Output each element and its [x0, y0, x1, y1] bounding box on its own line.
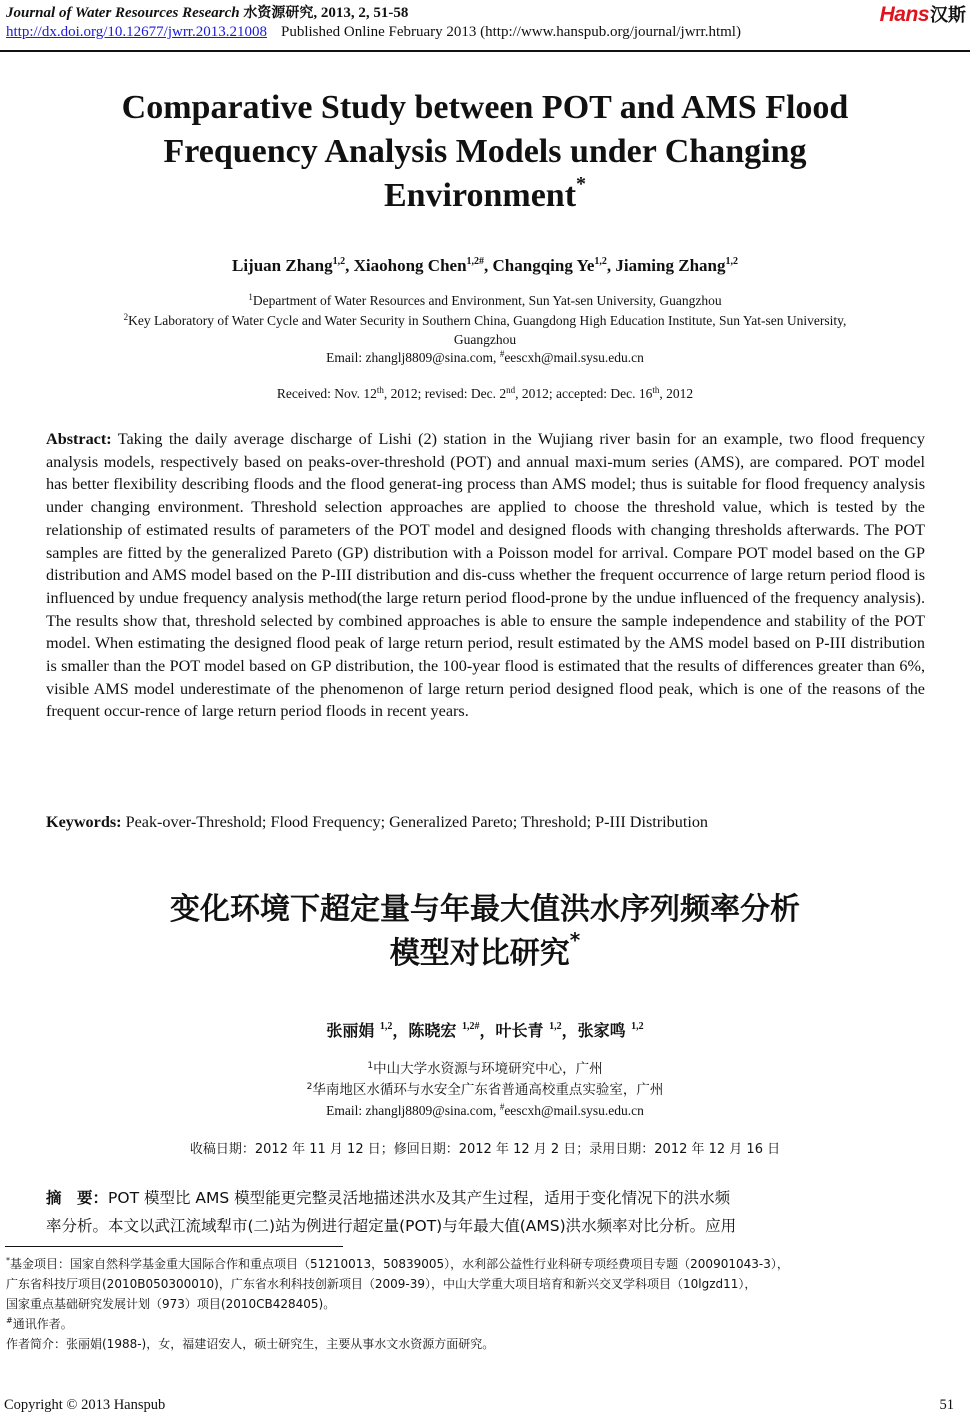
footnote-author-bio	[6, 1334, 966, 1354]
email-primary: Email: zhanglj8809@sina.com,	[326, 1103, 500, 1118]
author-separator: ,	[484, 256, 493, 275]
received-dates-cn: 收稿日期：2012 年 11 月 12 日；修回日期：2012 年 12 月 2 日；录用日期：2012 年 12 月 16 日	[189, 1142, 781, 1157]
copyright-notice: Copyright © 2013 Hanspub	[4, 1397, 166, 1413]
ordinal-suffix: th	[376, 385, 384, 395]
author-affil-mark: 1,2	[379, 1021, 393, 1032]
paper-title-cn-line2	[40, 928, 930, 972]
email-corresponding: eescxh@mail.sysu.edu.cn	[504, 1103, 644, 1118]
email-corresponding: eescxh@mail.sysu.edu.cn	[504, 350, 644, 365]
author-separator: ,	[606, 256, 616, 275]
keywords-label: Keywords:	[46, 813, 122, 831]
abstract-cn-line	[46, 1184, 926, 1212]
affiliation-mark: 2	[306, 1082, 313, 1092]
author	[354, 256, 493, 275]
author-name: 张家鸣	[577, 1021, 632, 1040]
author-separator: ，	[561, 1021, 578, 1040]
abstract-text: Taking the daily average discharge of Lishi (2) station in the Wujiang river basin for an example, two flood frequency analysis models, respectively based on peaks-over-threshold (POT) and annual maxi-mum series (AMS), are compared. POT model has better flexibility describing floods and the flood generat-ing process than AMS model; thus is suitable for flood frequency analysis under changing environment. Threshold selection approaches are applied to choose the threshold value, which is tested by the relationship of estimated results of parameters of the POT model and designed floods with changing thresholds afterwards. The POT samples are fitted by the generalized Pareto (GP) distribution with a Poisson model for arrival. Compare POT model based on the GP distribution and AMS model based on the P-III distribution and dis-cuss whether the frequent occurrence of large return period flood is influenced by undue frequency analysis method(the large return period flood-prone by the undue influenced of the frequency analysis). The results show that, threshold selected by combined approaches is able to ensure the sample independence and stability of the POT model. When estimating the designed flood peak of large return period, result estimated by the AMS model based on P-III distribution is smaller than the POT model based on GP distribution, the 100-year flood is estimated that the results of differences greater than 6%, visible AMS model underestimate of the phenomenon of large return period designed flood peak, which is one of the reasons of the frequent occur-rence of large return period floods in recent years.	[46, 430, 925, 721]
author-affil-mark: 1,2	[594, 256, 607, 267]
ordinal-suffix: th	[652, 385, 660, 395]
author-name: Changqing Ye	[492, 256, 595, 275]
journal-header	[6, 2, 408, 22]
affiliation-text: 中山大学水资源与环境研究中心，广州	[373, 1061, 603, 1077]
author-affil-mark: 1,2	[725, 256, 738, 267]
contact-email-cn	[20, 1101, 950, 1120]
affiliation-cn-1	[20, 1060, 950, 1079]
author-name: 张丽娟	[326, 1021, 380, 1040]
author	[493, 256, 616, 275]
page-number: 51	[939, 1397, 954, 1413]
received-dates	[20, 385, 950, 403]
affiliation-text: 华南地区水循环与水安全广东省普通高校重点实验室，广州	[312, 1082, 664, 1098]
logo-text: Hans	[879, 3, 929, 26]
footnote-funding-cont	[6, 1274, 966, 1294]
paper-title	[60, 86, 910, 218]
author-affil-mark: 1,2#	[466, 256, 485, 267]
footnote-mark: #	[6, 1316, 13, 1325]
author-name: Jiaming Zhang	[615, 256, 726, 275]
affiliation-2-continued: Guangzhou	[453, 332, 517, 347]
contact-email	[20, 349, 950, 367]
affiliation-2	[20, 312, 950, 330]
title-footnote-mark: *	[569, 928, 581, 952]
footnote-text: 广东省科技厅项目(2010B050300010)，广东省水利科技创新项目（2009-39），中山大学重大项目培育和新兴交叉学科项目（10lgzd11），	[6, 1277, 757, 1291]
footnote-funding	[6, 1254, 966, 1274]
affiliation-mark: 1	[367, 1061, 374, 1071]
affiliation-1	[20, 292, 950, 310]
author-list	[0, 256, 970, 276]
keywords	[46, 813, 925, 832]
logo-text-cn: 汉斯	[930, 5, 966, 26]
affiliation-cn-2	[20, 1081, 950, 1100]
author-separator: ，	[479, 1021, 496, 1040]
author-affil-mark: 1,2	[631, 1021, 644, 1032]
hanspub-logo	[880, 1, 966, 27]
journal-name: Journal of Water Resources Research	[6, 5, 240, 21]
author-list-cn	[0, 1018, 970, 1041]
affiliation-mark: 2	[123, 312, 129, 322]
author-name: Xiaohong Chen	[353, 256, 467, 275]
author-name: 叶长青	[495, 1021, 550, 1040]
author	[326, 1021, 408, 1040]
author-separator: ,	[345, 256, 354, 275]
header-divider	[0, 50, 970, 52]
published-online-text: Published Online February 2013 (http://www.hanspub.org/journal/jwrr.html)	[280, 24, 741, 40]
author-affil-mark: 1,2	[549, 1021, 562, 1032]
abstract	[46, 428, 925, 723]
footnote-funding-cont	[6, 1294, 966, 1314]
affiliation-text: Key Laboratory of Water Cycle and Water Security in Southern China, Guangdong High Education Institute, Sun Yat-sen University,	[128, 313, 847, 328]
accepted-year: , 2012	[659, 386, 694, 401]
abstract-cn	[46, 1184, 926, 1240]
author-affil-mark: 1,2	[332, 256, 346, 267]
doi-link[interactable]: http://dx.doi.org/10.12677/jwrr.2013.21008	[6, 24, 267, 40]
email-primary: Email: zhanglj8809@sina.com,	[326, 350, 500, 365]
author	[232, 256, 354, 275]
abstract-cn-line: 率分析。本文以武江流域犁市(二)站为例进行超定量(POT)与年最大值(AMS)洪水频率对比分析。应用	[46, 1217, 737, 1235]
title-footnote-mark: *	[576, 173, 587, 195]
corresponding-mark: #	[499, 349, 505, 359]
footnote-corresponding	[6, 1314, 966, 1334]
footnote-text: 国家重点基础研究发展计划（973）项目(2010CB428405)。	[6, 1297, 336, 1311]
author	[578, 1021, 644, 1040]
keywords-text: Peak-over-Threshold; Flood Frequency; Generalized Pareto; Threshold; P-III Distribution	[121, 813, 709, 831]
corresponding-mark: #	[499, 1102, 505, 1112]
footnote-text: 作者简介：张丽娟(1988-)，女，福建诏安人，硕士研究生，主要从事水文水资源方面研究。	[6, 1337, 495, 1351]
paper-title-text: Comparative Study between POT and AMS Flood Frequency Analysis Models under Changing Environment	[121, 89, 849, 214]
revised-date: , 2012; revised: Dec. 2	[383, 386, 507, 401]
affiliation-text: Department of Water Resources and Environment, Sun Yat-sen University, Guangzhou	[252, 293, 722, 308]
ordinal-suffix: nd	[506, 385, 516, 395]
author-separator: ，	[392, 1021, 409, 1040]
abstract-label: Abstract:	[46, 430, 112, 448]
abstract-cn-label: 摘 要：	[46, 1189, 109, 1207]
journal-volume: , 2013, 2, 51-58	[313, 5, 409, 21]
footnote-divider	[5, 1246, 343, 1247]
footnote-text: 通讯作者。	[12, 1317, 73, 1331]
abstract-cn-text: POT 模型比 AMS 模型能更完整灵活地描述洪水及其产生过程，适用于变化情况下的洪水频	[108, 1189, 731, 1207]
footnote-text: 基金项目：国家自然科学基金重大国际合作和重点项目（51210013，50839005），水利部公益性行业科研专项经费项目专题（200901043-3），	[10, 1257, 789, 1271]
author-name: 陈晓宏	[408, 1021, 462, 1040]
paper-title-cn-line1: 变化环境下超定量与年最大值洪水序列频率分析	[170, 892, 800, 927]
author	[408, 1021, 495, 1040]
paper-title-cn-text: 模型对比研究	[389, 936, 570, 971]
author	[496, 1021, 578, 1040]
author-name: Lijuan Zhang	[232, 256, 333, 275]
affiliation-mark: 1	[248, 292, 253, 302]
accepted-date: , 2012; accepted: Dec. 16	[515, 386, 653, 401]
author	[615, 256, 738, 275]
header-publication-line	[6, 24, 741, 41]
author-affil-mark: 1,2#	[461, 1021, 480, 1032]
received-date: Received: Nov. 12	[276, 386, 377, 401]
footnotes	[6, 1254, 966, 1354]
journal-name-cn: 水资源研究	[243, 5, 314, 21]
footnote-mark: *	[6, 1256, 10, 1265]
